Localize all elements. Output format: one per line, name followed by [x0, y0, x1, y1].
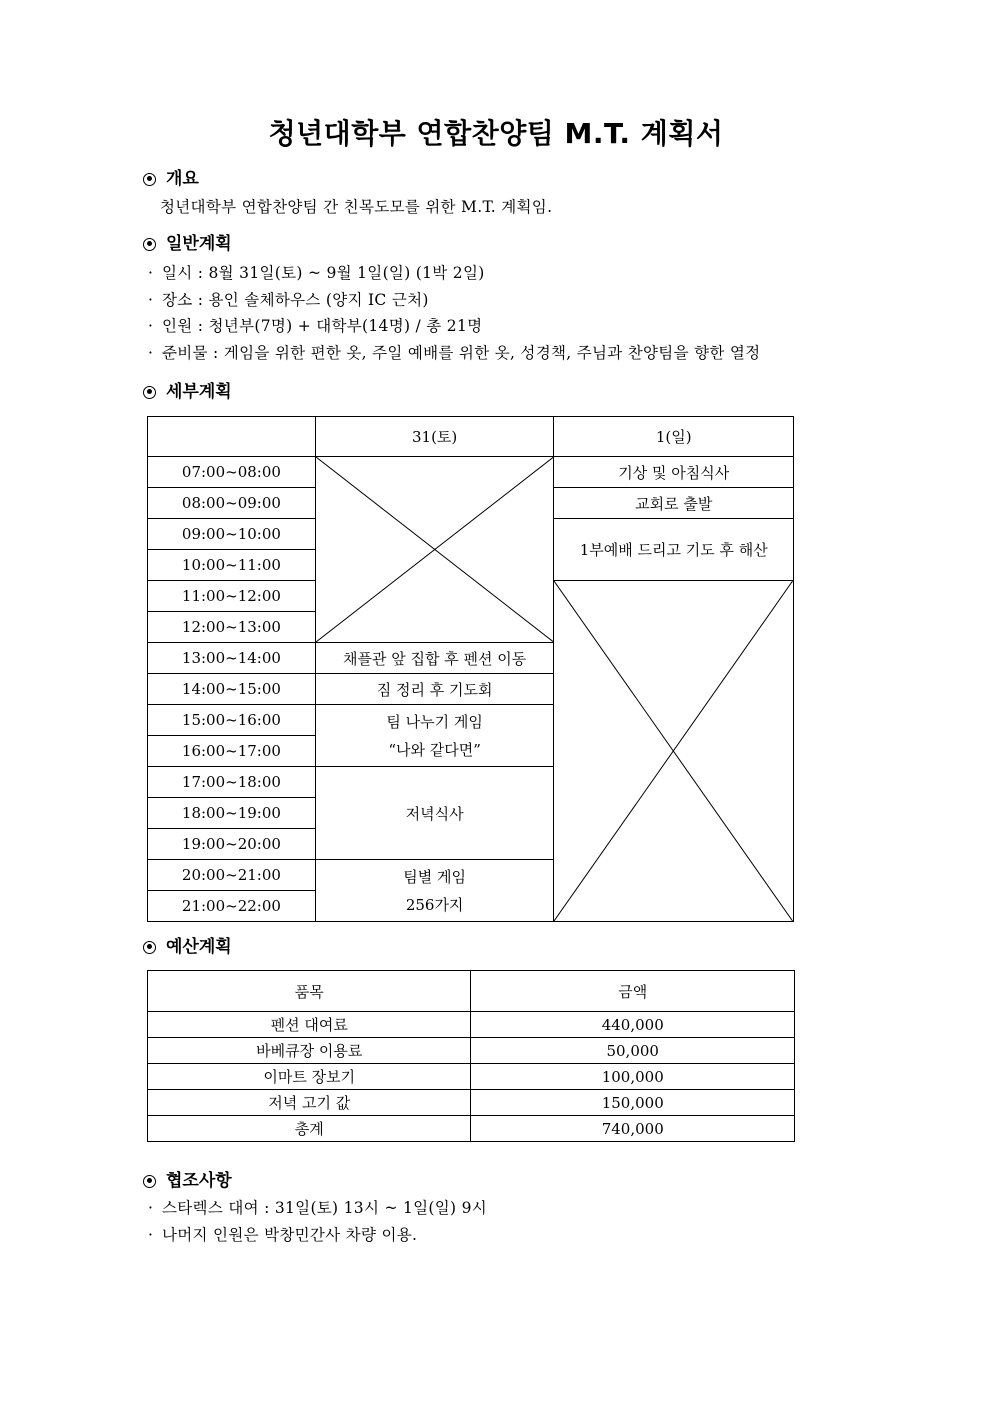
- budget-header-item: 품목: [148, 971, 471, 1012]
- circle-bullet-icon: [143, 386, 156, 399]
- time-cell: 14:00~15:00: [148, 674, 316, 705]
- time-cell: 17:00~18:00: [148, 767, 316, 798]
- table-row: [148, 1012, 795, 1038]
- budget-amount: 50,000: [471, 1038, 795, 1064]
- budget-item: 이마트 장보기: [148, 1064, 471, 1090]
- general-item: · 인원 : 청년부(7명) + 대학부(14명) / 총 21명: [148, 317, 483, 335]
- sat-activity-line: 팀별 게임: [403, 867, 466, 886]
- circle-bullet-icon: [143, 173, 156, 186]
- sat-activity: 채플관 앞 집합 후 펜션 이동: [315, 643, 554, 674]
- budget-amount: 100,000: [471, 1064, 795, 1090]
- time-cell: 11:00~12:00: [148, 581, 316, 612]
- budget-amount: 440,000: [471, 1012, 795, 1038]
- time-cell: 12:00~13:00: [148, 612, 316, 643]
- section-heading-overview: [143, 168, 199, 190]
- budget-amount: 740,000: [471, 1116, 795, 1142]
- cooperation-item: · 나머지 인원은 박창민간사 차량 이용.: [148, 1226, 418, 1244]
- budget-table: [147, 970, 795, 1142]
- time-cell: 08:00~09:00: [148, 488, 316, 519]
- time-cell: 21:00~22:00: [148, 891, 316, 922]
- sat-activity: 저녁식사: [315, 767, 554, 860]
- time-cell: 18:00~19:00: [148, 798, 316, 829]
- sat-activity-line: 팀 나누기 게임: [386, 712, 483, 731]
- time-cell: 13:00~14:00: [148, 643, 316, 674]
- sat-activity-line: 256가지: [405, 895, 464, 914]
- overview-heading: 개요: [166, 169, 199, 189]
- sun-activity: 1부예배 드리고 기도 후 해산: [554, 519, 794, 581]
- budget-header-amount: 금액: [471, 971, 795, 1012]
- table-row: [148, 1116, 795, 1142]
- sat-activity-line: “나와 같다면”: [388, 740, 481, 759]
- general-heading: 일반계획: [166, 234, 232, 254]
- sat-activity: [315, 705, 554, 767]
- table-row: [148, 1064, 795, 1090]
- section-heading-detail: [143, 381, 232, 403]
- budget-item: 펜션 대여료: [148, 1012, 471, 1038]
- time-cell: 09:00~10:00: [148, 519, 316, 550]
- header-cell-sat: 31(토): [315, 417, 554, 457]
- table-row: [148, 1090, 795, 1116]
- detail-heading: 세부계획: [166, 382, 232, 402]
- budget-item: 총계: [148, 1116, 471, 1142]
- empty-slot-crossed: [315, 457, 554, 643]
- time-cell: 20:00~21:00: [148, 860, 316, 891]
- header-cell: [148, 417, 316, 457]
- page-title: 청년대학부 연합찬양팀 M.T. 계획서: [268, 117, 724, 150]
- section-heading-general: [143, 233, 232, 255]
- budget-item: 바베큐장 이용료: [148, 1038, 471, 1064]
- time-cell: 19:00~20:00: [148, 829, 316, 860]
- time-cell: 10:00~11:00: [148, 550, 316, 581]
- time-cell: 15:00~16:00: [148, 705, 316, 736]
- section-heading-budget: [143, 936, 232, 958]
- cross-mark-icon: [554, 581, 793, 921]
- header-cell-sun: 1(일): [554, 417, 794, 457]
- budget-heading: 예산계획: [166, 937, 232, 957]
- circle-bullet-icon: [143, 238, 156, 251]
- sun-activity: 기상 및 아침식사: [554, 457, 794, 488]
- sat-activity: 짐 정리 후 기도회: [315, 674, 554, 705]
- cooperation-heading: 협조사항: [166, 1171, 232, 1191]
- general-item: · 장소 : 용인 솔체하우스 (양지 IC 근처): [148, 291, 429, 309]
- section-heading-cooperation: [143, 1170, 232, 1192]
- general-item: · 준비물 : 게임을 위한 편한 옷, 주일 예배를 위한 옷, 성경책, 주님과 찬양팀을 향한 열정: [148, 344, 761, 362]
- circle-bullet-icon: [143, 941, 156, 954]
- time-cell: 07:00~08:00: [148, 457, 316, 488]
- empty-slot-crossed: [554, 581, 794, 922]
- schedule-table: [147, 416, 794, 922]
- budget-item: 저녁 고기 값: [148, 1090, 471, 1116]
- sat-activity: [315, 860, 554, 922]
- time-cell: 16:00~17:00: [148, 736, 316, 767]
- cross-mark-icon: [316, 457, 554, 642]
- circle-bullet-icon: [143, 1175, 156, 1188]
- budget-amount: 150,000: [471, 1090, 795, 1116]
- sun-activity: 교회로 출발: [554, 488, 794, 519]
- table-row: [148, 1038, 795, 1064]
- general-item: · 일시 : 8월 31일(토) ~ 9월 1일(일) (1박 2일): [148, 264, 485, 282]
- cooperation-item: · 스타렉스 대여 : 31일(토) 13시 ~ 1일(일) 9시: [148, 1199, 488, 1217]
- overview-text: 청년대학부 연합찬양팀 간 친목도모를 위한 M.T. 계획임.: [160, 198, 553, 216]
